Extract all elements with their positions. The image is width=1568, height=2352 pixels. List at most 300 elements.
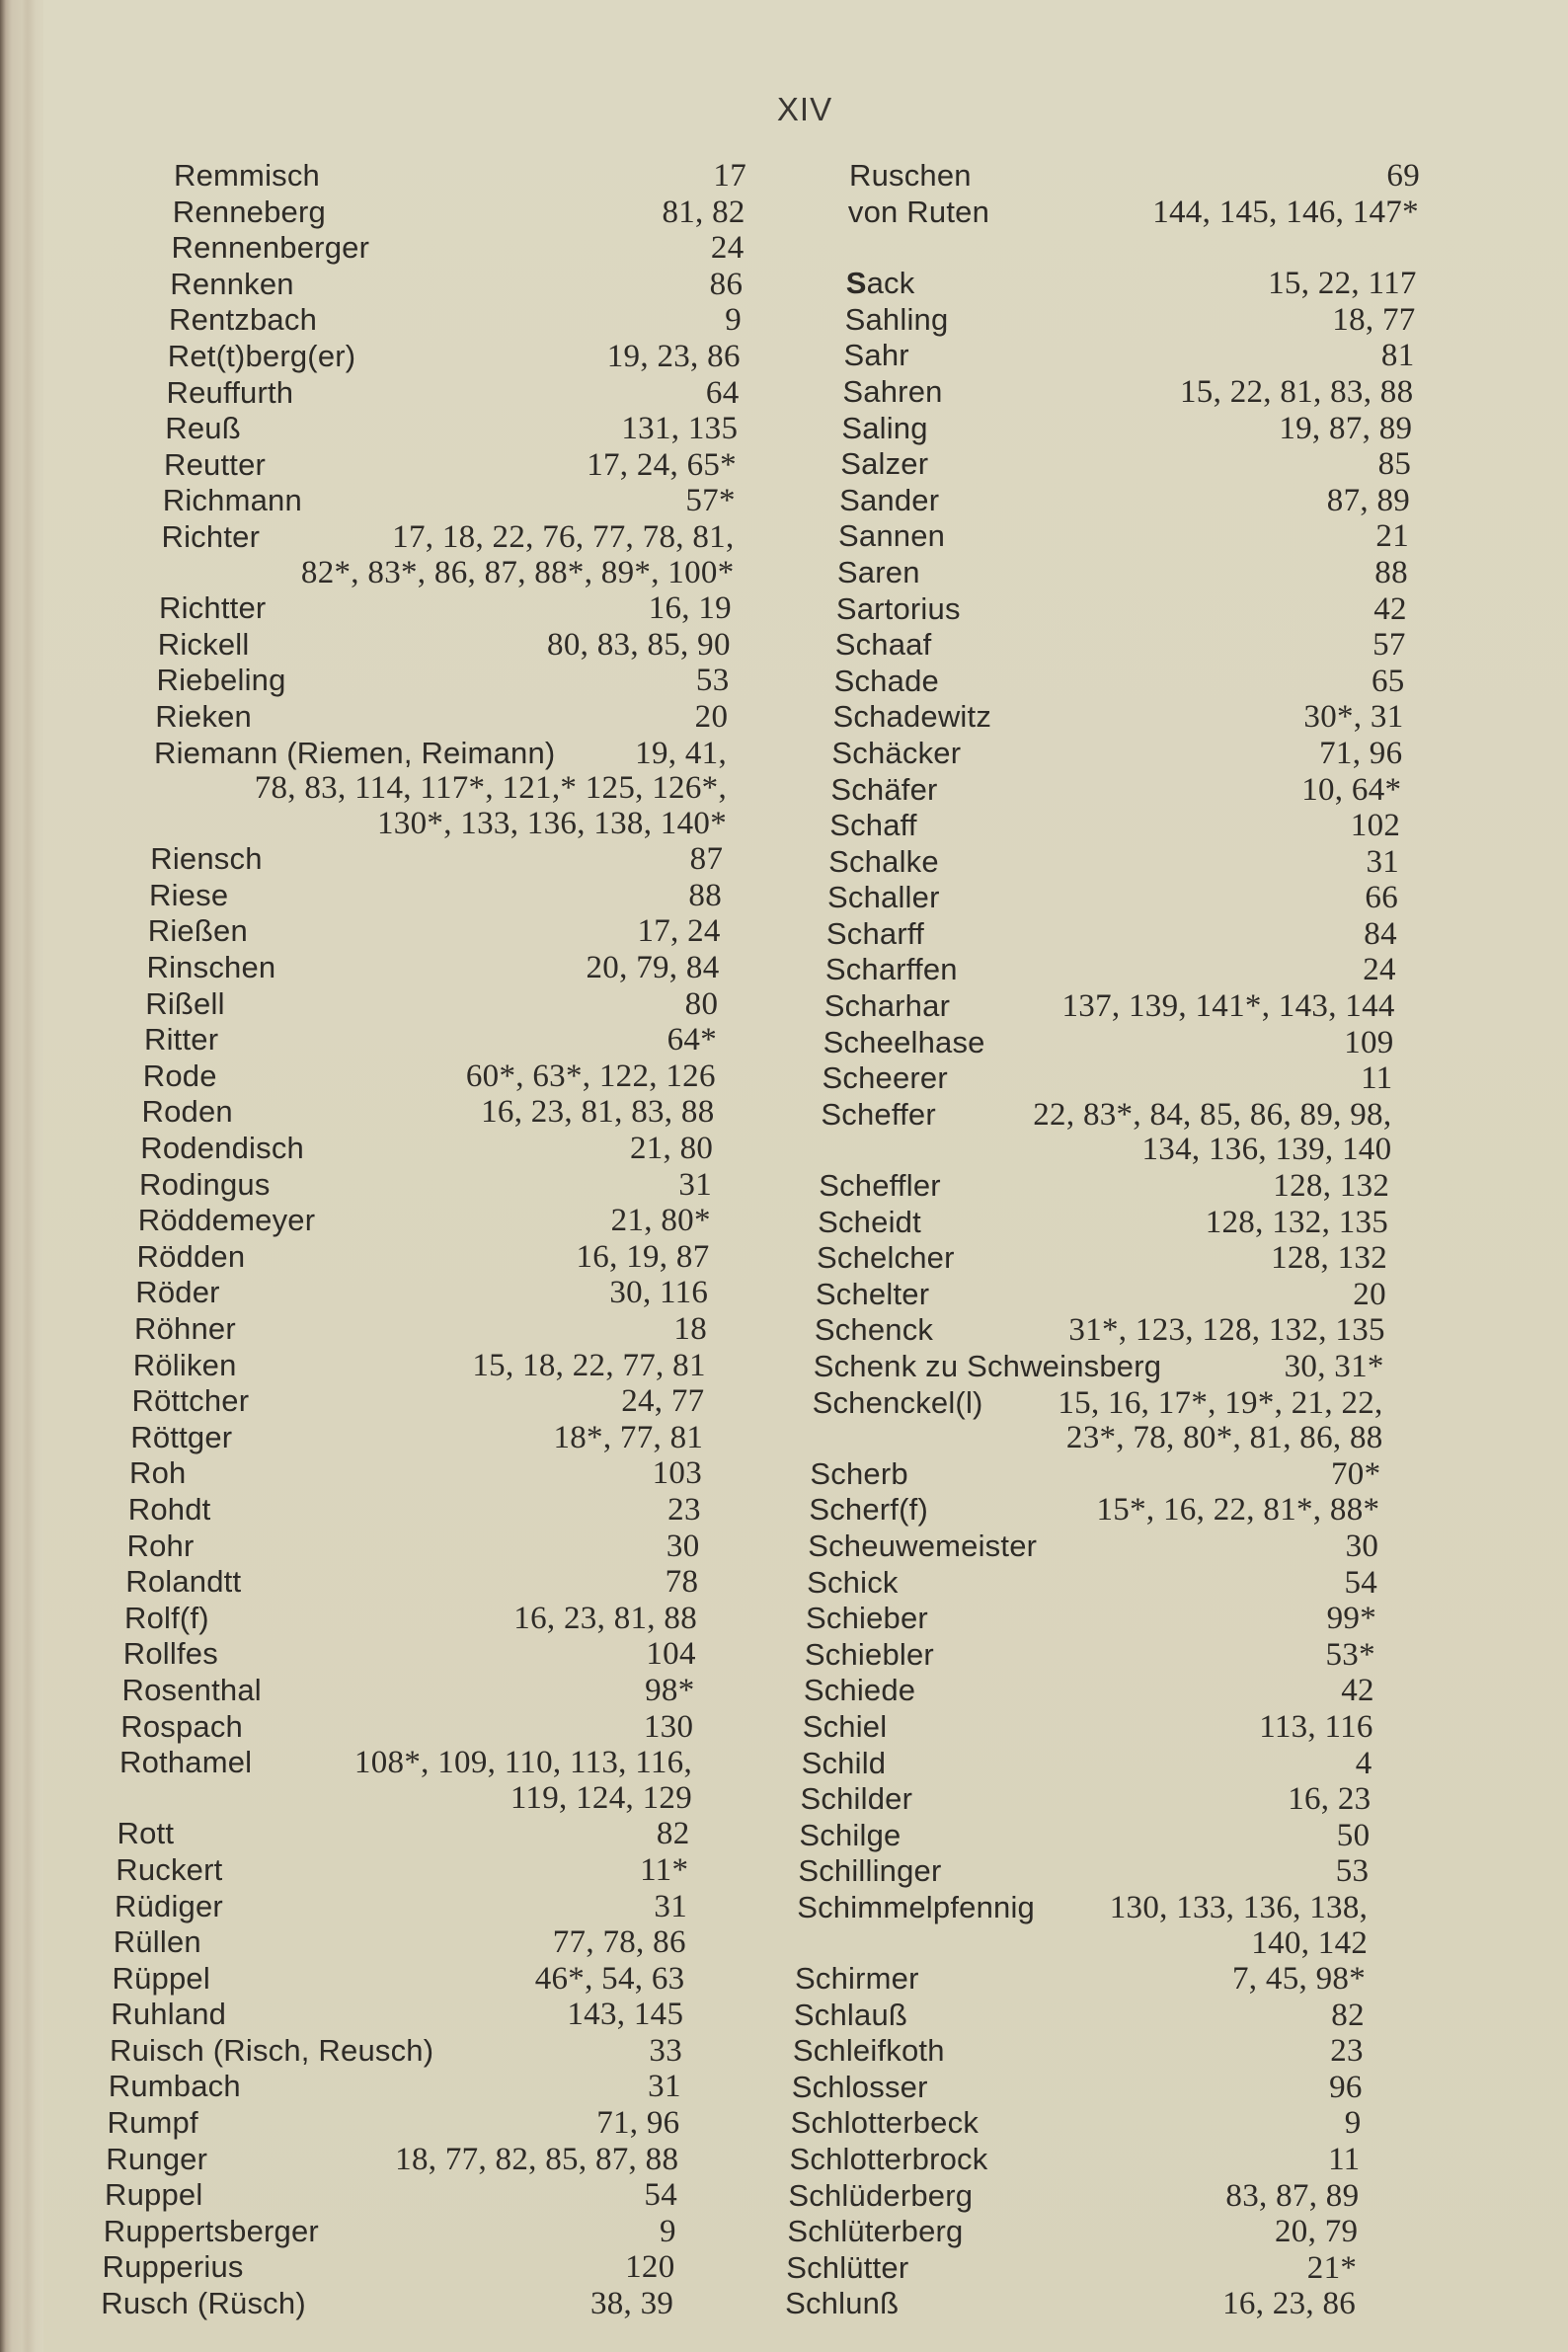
entry-page-refs: 30	[666, 1528, 700, 1564]
index-entry	[163, 483, 736, 519]
entry-page-refs: 21, 80	[629, 1131, 714, 1167]
index-entry-line	[813, 1385, 1383, 1422]
index-entry-line	[163, 483, 736, 519]
index-entry-line	[803, 1709, 1373, 1746]
entry-page-refs: 50	[1336, 1817, 1371, 1853]
entry-name: Röliken	[132, 1347, 237, 1382]
entry-name: Rentzbach	[169, 302, 318, 338]
entry-page-refs: 15*, 16, 22, 81*, 88*	[1096, 1492, 1380, 1529]
entry-page-refs: 16, 23, 86	[1222, 2286, 1357, 2322]
entry-page-refs: 16, 23	[1288, 1781, 1372, 1818]
index-entry-line	[825, 952, 1396, 988]
index-entry	[120, 1709, 693, 1746]
entry-name: Schlunß	[785, 2286, 900, 2321]
entry-page-refs: 20, 79	[1275, 2214, 1359, 2250]
entry-page-refs: 9	[1344, 2105, 1362, 2142]
index-entry	[849, 158, 1420, 195]
index-entry-line	[840, 446, 1411, 483]
index-entry-line	[113, 1961, 685, 1998]
index-entry	[170, 267, 743, 303]
index-entry-line	[134, 1311, 707, 1348]
entry-page-refs: 17, 18, 22, 76, 77, 78, 81,	[392, 518, 735, 555]
entry-page-refs: 16, 19, 87	[576, 1238, 710, 1275]
index-entry-line	[115, 1889, 687, 1925]
entry-page-refs: 9	[659, 2213, 676, 2249]
entry-page-refs: 42	[1373, 590, 1407, 627]
index-entry	[823, 1025, 1394, 1061]
index-entry-line	[826, 916, 1397, 953]
entry-name: Ritter	[144, 1022, 219, 1058]
index-entry	[807, 1565, 1377, 1602]
entry-page-refs: 98*	[645, 1672, 695, 1708]
entry-name: Schade	[833, 663, 939, 698]
entry-name: Ruisch (Risch, Reusch)	[110, 2032, 434, 2068]
entry-name: Schäfer	[830, 771, 938, 807]
index-entry	[793, 2033, 1364, 2070]
entry-name: Schiel	[802, 1708, 888, 1744]
entry-name: Richmann	[162, 483, 302, 518]
entry-page-refs: 71, 96	[1319, 735, 1403, 771]
entry-page-refs: 46*, 54, 63	[534, 1960, 685, 1997]
index-entry	[821, 1097, 1391, 1168]
index-entry-line	[833, 699, 1404, 736]
entry-page-refs: 78	[665, 1564, 699, 1601]
entry-page-refs: 57	[1372, 627, 1406, 664]
entry-page-refs: 66	[1365, 880, 1398, 916]
entry-page-refs: 30	[1345, 1528, 1379, 1564]
index-entry-line	[837, 555, 1408, 591]
index-entry-line	[157, 663, 730, 699]
index-entry	[799, 1818, 1370, 1854]
entry-name: Röder	[135, 1275, 220, 1310]
entry-page-refs: 84	[1364, 915, 1397, 952]
entry-page-refs: 54	[644, 2177, 677, 2214]
entry-name: Scherb	[810, 1455, 908, 1491]
entry-page-refs-continued: 78, 83, 114, 117*, 121,* 125, 126*,	[254, 770, 727, 807]
index-entry	[827, 880, 1398, 916]
index-entry	[845, 302, 1416, 339]
entry-page-refs-continued: 23*, 78, 80*, 81, 86, 88	[1065, 1420, 1383, 1456]
index-entry-line	[824, 988, 1395, 1025]
entry-name: Schalke	[828, 843, 939, 879]
entry-page-refs: 15, 22, 117	[1268, 266, 1417, 302]
index-entry-line	[831, 736, 1402, 772]
index-entry-line	[815, 1312, 1385, 1349]
index-entry	[833, 699, 1404, 736]
entry-page-refs: 53*	[1325, 1636, 1375, 1673]
index-entry-line	[105, 2177, 677, 2214]
entry-name: Rolf(f)	[124, 1600, 209, 1635]
index-entry-line	[118, 1816, 690, 1852]
index-entry-line	[138, 1203, 711, 1239]
entry-name: Richter	[161, 518, 261, 554]
entry-name: Schiede	[803, 1673, 916, 1708]
index-entry	[844, 338, 1415, 374]
index-entry	[101, 2286, 673, 2322]
entry-page-refs: 108*, 109, 110, 113, 116,	[353, 1745, 692, 1781]
entry-name: Rüdiger	[115, 1888, 223, 1923]
index-entry-line	[130, 1420, 703, 1456]
index-entry-line	[841, 411, 1412, 447]
entry-page-refs: 102	[1350, 808, 1401, 844]
index-entry-line	[169, 302, 742, 339]
entry-page-refs: 38, 39	[589, 2286, 674, 2322]
index-entry-line	[791, 2105, 1362, 2142]
entry-name: Sannen	[838, 518, 946, 554]
entry-page-refs: 11	[1328, 2142, 1361, 2178]
index-entry-line	[848, 195, 1419, 231]
entry-name: Riebeling	[156, 663, 286, 698]
entry-name: Scheerer	[822, 1060, 948, 1096]
index-entry-line	[790, 2142, 1361, 2178]
index-entry	[810, 1456, 1380, 1493]
entry-page-refs: 23	[1330, 2033, 1364, 2070]
entry-name: Rott	[117, 1816, 175, 1851]
entry-name: Rumbach	[108, 2069, 241, 2104]
entry-name: Scharffen	[824, 952, 958, 987]
index-entry-line	[788, 2178, 1359, 2215]
entry-name: Schlosser	[791, 2069, 928, 2104]
index-entry-line	[162, 519, 735, 556]
entry-name: Schirmer	[795, 1961, 919, 1997]
index-entry	[830, 772, 1401, 809]
entry-page-refs: 17, 24, 65*	[587, 446, 737, 483]
index-entry	[135, 1275, 708, 1311]
entry-page-refs: 71, 96	[596, 2105, 680, 2142]
index-entry	[785, 2286, 1356, 2322]
index-entry-line	[111, 1997, 683, 2033]
entry-name: Rinschen	[146, 950, 276, 985]
entry-page-refs: 23	[667, 1491, 701, 1528]
index-entry-line	[809, 1492, 1379, 1529]
entry-page-refs: 20	[694, 698, 729, 735]
index-entry-line	[158, 627, 731, 664]
index-entry-line	[805, 1637, 1375, 1674]
index-entry	[169, 302, 742, 339]
index-entry-line	[842, 374, 1413, 411]
index-entry	[115, 1889, 687, 1925]
index-entry-line	[845, 302, 1416, 339]
index-entry-line	[794, 1998, 1365, 2034]
index-entry-line	[795, 1961, 1366, 1998]
entry-name: Rodingus	[139, 1166, 271, 1202]
index-entry-line	[137, 1239, 710, 1276]
entry-page-refs: 57*	[685, 483, 736, 519]
entry-page-refs-continued: 140, 142	[1251, 1924, 1369, 1961]
entry-page-refs: 65	[1372, 663, 1405, 699]
index-entry-line	[816, 1277, 1386, 1313]
entry-page-refs: 109	[1344, 1024, 1394, 1060]
entry-name: Scheelhase	[823, 1024, 985, 1059]
index-entry-line	[133, 1348, 706, 1384]
index-entry-line	[836, 591, 1407, 628]
entry-name: Salzer	[840, 446, 929, 482]
entry-name: Reuß	[165, 411, 241, 446]
entry-name: Schlotterbeck	[790, 2105, 980, 2141]
index-entry-line	[170, 267, 743, 303]
entry-page-refs: 87	[689, 841, 724, 878]
index-entry-line	[104, 2214, 676, 2250]
entry-name: Renneberg	[172, 194, 326, 229]
entry-name: Scherf(f)	[809, 1492, 928, 1528]
index-entry	[817, 1240, 1387, 1277]
entry-page-refs: 19, 23, 86	[606, 338, 741, 374]
index-entry-line	[132, 1383, 705, 1420]
entry-name: Roden	[141, 1094, 233, 1130]
entry-name: Schillinger	[798, 1853, 942, 1889]
entry-page-refs: 11	[1361, 1060, 1393, 1097]
entry-name: Runger	[106, 2141, 208, 2176]
index-entry	[828, 844, 1399, 881]
entry-page-refs: 130	[643, 1708, 694, 1745]
index-entry-line	[149, 878, 722, 914]
entry-name: Rodendisch	[140, 1131, 304, 1166]
entry-name: Ruppertsberger	[103, 2213, 319, 2248]
entry-name: Rupperius	[102, 2249, 244, 2285]
entry-name: Rosenthal	[121, 1672, 262, 1707]
entry-name: Rüppel	[112, 1960, 210, 1996]
index-entry	[130, 1420, 703, 1456]
entry-page-refs: 31	[678, 1166, 712, 1203]
index-entry-line	[787, 2214, 1358, 2250]
entry-page-refs: 113, 116	[1259, 1708, 1373, 1745]
entry-name: Ruschen	[849, 158, 972, 193]
entry-page-refs: 33	[649, 2032, 682, 2069]
entry-page-refs: 30, 31*	[1284, 1349, 1384, 1384]
index-entry-line	[792, 2070, 1363, 2106]
index-entry	[111, 1997, 683, 2033]
index-entry-line	[785, 2286, 1356, 2322]
index-entry	[138, 1203, 711, 1239]
entry-page-refs: 103	[652, 1455, 702, 1492]
entry-name: Rospach	[120, 1708, 244, 1744]
entry-page-refs: 77, 78, 86	[552, 1924, 686, 1961]
index-entry	[794, 1998, 1365, 2034]
entry-page-refs: 4	[1355, 1745, 1372, 1781]
entry-name: Schäcker	[831, 735, 962, 770]
index-entry-line	[829, 808, 1400, 844]
index-entry	[143, 1058, 716, 1095]
index-entry	[174, 158, 746, 195]
entry-name: Schelter	[815, 1276, 930, 1311]
index-entry	[108, 2105, 680, 2142]
entry-name: Saling	[841, 410, 928, 445]
index-entry-line	[150, 841, 723, 878]
index-entry	[798, 1853, 1369, 1890]
entry-name: Schleifkoth	[792, 2033, 945, 2069]
entry-name: Sander	[839, 482, 940, 517]
entry-page-refs: 81, 82	[662, 194, 745, 230]
entry-name: Röhner	[134, 1311, 236, 1346]
index-entry-line	[144, 1022, 717, 1058]
entry-name: Schlauß	[793, 1997, 908, 2032]
index-entry	[826, 916, 1397, 953]
page-number: XIV	[776, 91, 833, 127]
entry-name: Schaff	[829, 808, 917, 843]
index-entry	[116, 1852, 688, 1889]
entry-page-refs-continued: 130*, 133, 136, 138, 140*	[377, 805, 727, 841]
index-entry	[797, 1890, 1368, 1961]
entry-page-refs: 11*	[640, 1851, 689, 1888]
index-entry	[113, 1961, 685, 1998]
entry-page-refs: 64*	[666, 1022, 717, 1058]
entry-name: Röttcher	[131, 1383, 250, 1419]
entry-page-refs: 16, 23, 81, 88	[513, 1600, 697, 1636]
index-entry	[159, 590, 732, 627]
index-entry	[787, 2214, 1358, 2250]
entry-page-refs: 21, 80*	[610, 1203, 711, 1239]
entry-name: Schick	[807, 1564, 899, 1600]
entry-page-refs: 80	[684, 985, 719, 1022]
index-entry	[786, 2250, 1357, 2287]
entry-name: Schild	[801, 1745, 887, 1780]
entry-page-refs: 30, 116	[609, 1275, 709, 1311]
index-entry-line	[167, 375, 740, 412]
index-entry	[788, 2178, 1359, 2215]
index-entry	[804, 1673, 1374, 1709]
entry-page-refs-continued: 119, 124, 129	[510, 1779, 692, 1816]
index-entry	[816, 1277, 1386, 1313]
entry-page-refs: 31	[648, 2069, 681, 2105]
index-entry	[134, 1311, 707, 1348]
index-entry	[129, 1455, 702, 1492]
index-entry-line	[125, 1564, 698, 1601]
index-entry	[838, 518, 1409, 555]
index-entry	[825, 952, 1396, 988]
entry-name: Rißell	[145, 985, 225, 1021]
entry-page-refs: 82	[1331, 1997, 1365, 2033]
entry-name: Rohdt	[127, 1491, 211, 1527]
index-entry-line	[114, 1924, 686, 1961]
entry-name: Rickell	[157, 626, 250, 662]
index-entry-line	[168, 339, 741, 375]
index-entry	[139, 1167, 712, 1204]
entry-name: Riese	[149, 877, 229, 912]
index-entry-line	[823, 1025, 1394, 1061]
entry-page-refs: 131, 135	[621, 411, 739, 447]
entry-name: Reuffurth	[166, 374, 294, 410]
index-entry-line	[827, 880, 1398, 916]
entry-name: Schelcher	[817, 1240, 955, 1276]
index-entry	[147, 950, 720, 986]
entry-name-rest: ack	[866, 266, 915, 301]
index-entry-line	[128, 1492, 701, 1529]
index-entry-line	[119, 1745, 692, 1781]
index-entry	[105, 2177, 677, 2214]
index-entry	[846, 266, 1417, 302]
entry-page-refs: 144, 145, 146, 147*	[1152, 194, 1419, 230]
index-entry	[104, 2214, 676, 2250]
index-entry	[837, 555, 1408, 591]
index-entry	[158, 627, 731, 664]
entry-name: Reutter	[164, 446, 267, 482]
entry-name: Sahling	[844, 301, 949, 337]
index-entry	[803, 1709, 1373, 1746]
entry-page-refs: 53	[695, 663, 730, 699]
index-entry-line	[823, 1060, 1393, 1097]
entry-page-refs: 83, 87, 89	[1225, 2177, 1360, 2214]
entry-page-refs: 128, 132	[1271, 1240, 1387, 1277]
entry-page-refs: 31	[1366, 843, 1400, 880]
index-entry	[802, 1746, 1372, 1782]
index-entry-line	[148, 913, 721, 950]
index-entry-line	[127, 1529, 700, 1565]
entry-page-refs: 128, 132	[1273, 1168, 1390, 1205]
entry-page-refs: 69	[1386, 158, 1420, 194]
index-entry-line	[142, 1094, 715, 1131]
index-entry-line	[810, 1456, 1380, 1493]
index-entry-line	[798, 1853, 1369, 1890]
entry-name: Schaller	[827, 880, 940, 915]
entry-page-refs: 128, 132, 135	[1205, 1204, 1389, 1240]
index-entry	[813, 1385, 1383, 1456]
index-entry	[122, 1673, 695, 1709]
entry-page-refs: 88	[688, 877, 722, 913]
entry-page-refs: 21	[1375, 518, 1409, 555]
index-entry-line	[122, 1673, 695, 1709]
index-entry	[118, 1816, 690, 1852]
entry-name: Rödden	[136, 1238, 246, 1274]
index-entry	[165, 411, 738, 447]
entry-name: Rusch (Rüsch)	[101, 2286, 306, 2321]
index-entry	[123, 1636, 696, 1673]
index-entry-line	[173, 195, 745, 231]
index-entry	[162, 519, 735, 590]
entry-page-refs-continued: 134, 136, 139, 140	[1141, 1132, 1392, 1168]
entry-name: Schlütter	[786, 2249, 909, 2285]
index-entry-line	[172, 230, 745, 267]
entry-name: Schenk zu Schweinsberg	[813, 1349, 1162, 1383]
index-entry	[848, 195, 1419, 231]
entry-page-refs: 18, 77	[1332, 301, 1416, 338]
entry-name: Schaaf	[834, 627, 932, 663]
entry-page-refs: 24, 77	[621, 1383, 705, 1420]
index-entry	[801, 1781, 1372, 1818]
entry-name: Schenckel(l)	[812, 1384, 983, 1420]
index-entry	[164, 447, 737, 484]
index-entry	[142, 1094, 715, 1131]
index-entry	[110, 2033, 682, 2070]
index-entry-line	[108, 2105, 680, 2142]
index-entry-line	[159, 590, 732, 627]
index-entry	[792, 2070, 1363, 2106]
entry-page-refs: 31	[654, 1888, 687, 1924]
entry-name: Scheffer	[821, 1096, 936, 1132]
entry-page-refs: 80, 83, 85, 90	[547, 626, 731, 663]
index-column-left	[101, 158, 746, 2322]
index-entry-line	[140, 1131, 713, 1167]
entry-page-refs: 143, 145	[567, 1997, 684, 2033]
entry-name: Sahren	[842, 373, 943, 409]
entry-page-refs: 64	[705, 374, 740, 411]
entry-page-refs: 24	[710, 230, 745, 267]
index-entry	[823, 1060, 1393, 1097]
index-entry-line	[804, 1673, 1374, 1709]
entry-name: Ruhland	[111, 1997, 227, 2032]
entry-name: Sartorius	[835, 590, 961, 626]
index-entry-line	[124, 1601, 697, 1637]
index-entry	[831, 736, 1402, 772]
index-entry	[839, 483, 1410, 519]
entry-page-refs: 130, 133, 136, 138,	[1109, 1889, 1369, 1925]
index-entry	[155, 699, 728, 736]
index-entry-line	[106, 2142, 678, 2178]
index-entry-line	[793, 2033, 1364, 2070]
section-initial-letter: S	[845, 266, 867, 301]
index-entry	[137, 1239, 710, 1276]
index-entry-line	[849, 158, 1420, 195]
entry-name	[846, 266, 915, 301]
